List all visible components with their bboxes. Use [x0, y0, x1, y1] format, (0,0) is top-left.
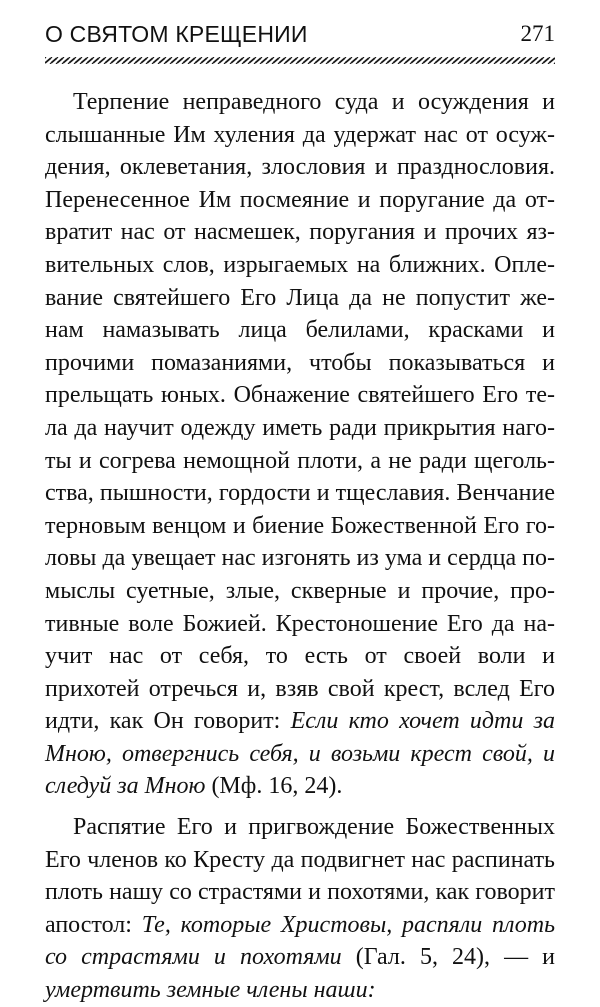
rope-border-icon [45, 57, 555, 64]
paragraph-2 [45, 811, 555, 1007]
paragraph-2-text: Распятие Его и пригвождение Божественных Его членов ко Кресту да подвигнет нас распинать плоть нашу со страстями и похотями, как говорит апостол: [45, 814, 555, 938]
scripture-quote-2: Те, которые Христовы, распяли плоть со страстями и похотями [45, 911, 555, 971]
paragraph-1-text: Терпение неправедного суда и осуждения и слышанные Им хуления да удержат нас от осуждения, оклеветания, злословия и празднословия. Перенесенное Им посмеяние и поругание да отвратит нас от насмешек, поругания и прочих язвительных слов, изрыгаемых на ближних. Оплевание святейшего Его Лица да не попустит женам намазывать лица белилами, красками и прочими помазаниями, чтобы показываться и прельщать юных. Обнажение святейшего Его тела да научит одежду иметь ради прикрытия наготы и согрева немощной плоти, а не ради щегольства, пышности, гордости и тщеславия. Венчание терновым венцом и биение Божественной Его головы да увещает нас изгонять из ума и сердца помыслы суетные, злые, скверные и прочие, противные воле Божией. Крестоношение Его да научит нас от себя, то есть от своей воли и прихотей отречься и, взяв свой крест, вслед Его идти, как Он говорит: [45, 89, 555, 735]
scripture-reference-1: (Мф. 16, 24). [205, 773, 343, 800]
scripture-quote-3: умертвить земные члены наши: [45, 977, 376, 1004]
scripture-reference-2: (Гал. 5, 24), — и [341, 944, 555, 971]
body-text [45, 86, 555, 1007]
decorative-rule [45, 57, 555, 64]
paragraph-1 [45, 86, 555, 803]
page-header [45, 18, 555, 52]
page-number: 271 [520, 21, 555, 46]
scripture-quote-1: Если кто хочет идти за Мною, отвергнись себя, и возьми крест свой, и следуй за Мною [45, 708, 555, 800]
running-title: О СВЯТОМ КРЕЩЕНИИ [45, 21, 308, 47]
